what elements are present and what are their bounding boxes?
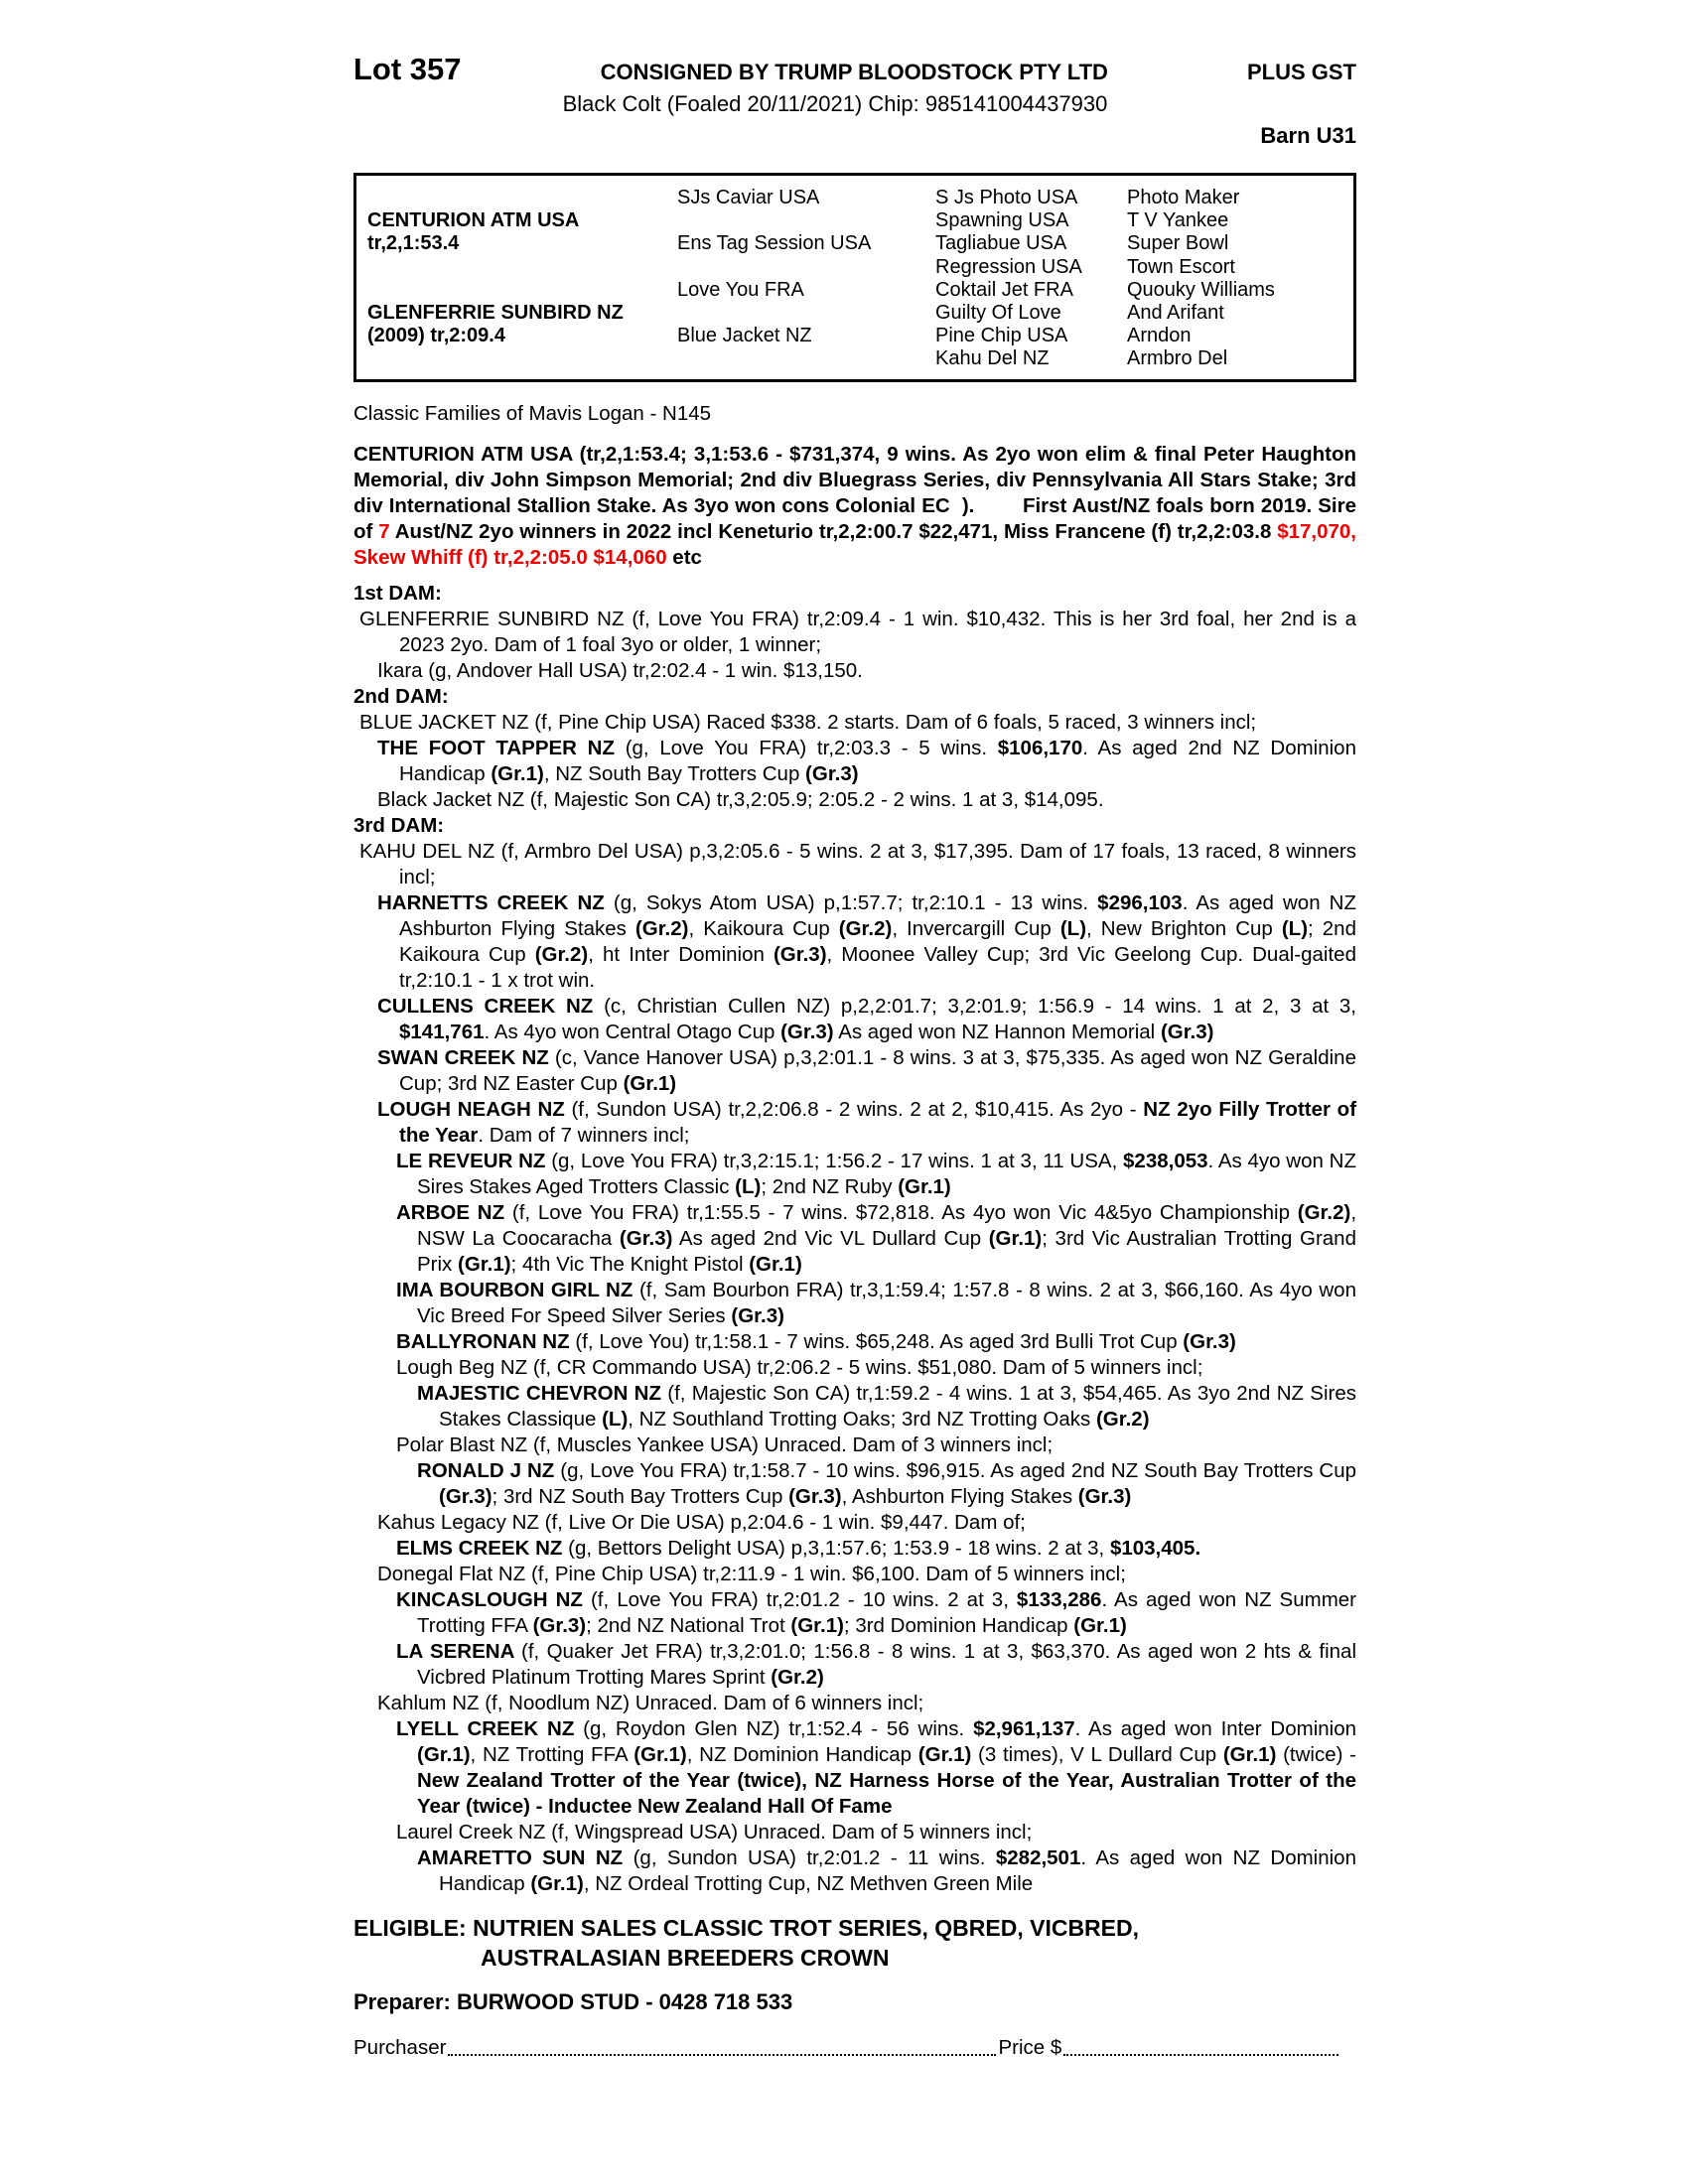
text-run: (f, Sam Bourbon FRA) tr,3,1:59.4; 1:57.8 - 8 wins. 2 at 3, $66,160. As 4yo won Vic Breed For Speed Silver Series: [417, 1278, 1356, 1327]
pedigree-cell: T V Yankee: [1127, 209, 1229, 232]
text-run: etc: [666, 545, 702, 569]
text-run: ; 3rd NZ South Bay Trotters Cup: [492, 1484, 789, 1508]
pedigree-table: [353, 173, 1356, 382]
pedigree-note-paragraph: [353, 1355, 1356, 1381]
pedigree-cell: (2009) tr,2:09.4: [367, 325, 505, 347]
pedigree-note-paragraph: [353, 839, 1356, 890]
bold-text-run: (Gr.1): [1073, 1613, 1127, 1637]
price-dotted-leader: [1063, 2054, 1338, 2056]
text-run: ; 2nd Kaikoura Cup: [399, 916, 1356, 966]
text-run: , ht Inter Dominion: [588, 942, 774, 966]
text-run: GLENFERRIE SUNBIRD NZ (f, Love You FRA) tr,2:09.4 - 1 win. $10,432. This is her 3rd foal, her 2nd is a 2023 2yo. Dam of 1 foal 3yo or older, 1 winner;: [359, 607, 1356, 656]
bold-text-run: KINCASLOUGH NZ: [396, 1587, 591, 1611]
text-run: . As aged won Inter Dominion: [1074, 1716, 1357, 1740]
body-blocks: [353, 442, 1356, 2016]
pedigree-cell: Tagliabue USA: [935, 232, 1067, 255]
text-run: (3 times), V L Dullard Cup: [971, 1742, 1223, 1766]
pedigree-note-paragraph: [353, 1562, 1356, 1587]
dam-header-2: [353, 684, 1356, 710]
text-run: (f, Quaker Jet FRA) tr,3,2:01.0; 1:56.8 - 8 wins. 1 at 3, $63,370. As aged won 2 hts & final Vicbred Platinum Trotting Mares Sprint: [417, 1639, 1356, 1689]
pedigree-note-paragraph: [353, 1149, 1356, 1200]
text-run: (g, Sundon USA) tr,2:01.2 - 11 wins.: [633, 1845, 996, 1869]
pedigree-note-paragraph: [353, 710, 1356, 736]
text-run: KAHU DEL NZ (f, Armbro Del USA) p,3,2:05.6 - 5 wins. 2 at 3, $17,395. Dam of 17 foals, 13 raced, 8 winners incl;: [359, 839, 1356, 888]
pedigree-note-paragraph: [353, 1510, 1356, 1536]
pedigree-cell: Love You FRA: [677, 278, 804, 301]
bold-text-run: 3rd DAM:: [353, 813, 445, 837]
bold-text-run: New Zealand Trotter of the Year (twice), NZ Harness Horse of the Year, Australian Trotter of the Year (twice) - Inductee New Zealand Hall Of Fame: [417, 1768, 1356, 1818]
pedigree-cell: Pine Chip USA: [935, 325, 1068, 347]
pedigree-cell: Ens Tag Session USA: [677, 232, 872, 255]
bold-text-run: (Gr.3): [619, 1226, 673, 1250]
pedigree-note-paragraph: [353, 1587, 1356, 1639]
bold-text-run: (Gr.3): [805, 761, 859, 785]
text-run: . As aged won NZ Dominion Handicap: [439, 1845, 1356, 1895]
pedigree-row: [367, 325, 1353, 347]
bold-text-run: $2,961,137: [973, 1716, 1075, 1740]
bold-text-run: (Gr.1): [417, 1742, 471, 1766]
bold-text-run: AMARETTO SUN NZ: [417, 1845, 633, 1869]
text-run: . As aged won NZ Summer Trotting FFA: [417, 1587, 1357, 1637]
pedigree-cell: [367, 256, 677, 279]
text-run: , NZ Dominion Handicap: [686, 1742, 918, 1766]
pedigree-note-paragraph: [353, 1716, 1356, 1820]
highlighted-red-text: $17,070,: [1277, 519, 1357, 543]
consignor-line: CONSIGNED BY TRUMP BLOODSTOCK PTY LTD: [600, 60, 1108, 84]
text-run: AUSTRALASIAN BREEDERS CROWN: [481, 1944, 890, 1971]
bold-text-run: MAJESTIC CHEVRON NZ: [417, 1381, 668, 1405]
text-run: Polar Blast NZ (f, Muscles Yankee USA) Unraced. Dam of 3 winners incl;: [396, 1433, 1054, 1456]
pedigree-cell: [677, 347, 935, 370]
bold-text-run: (Gr.3): [532, 1613, 587, 1637]
text-run: ELIGIBLE: NUTRIEN SALES CLASSIC TROT SERIES, QBRED, VICBRED,: [353, 1914, 1140, 1941]
text-run: As aged won NZ Hannon Memorial: [833, 1020, 1161, 1043]
eligible-line-1: [353, 1913, 1356, 1943]
pedigree-note-paragraph: [353, 1639, 1356, 1691]
horse-description: Black Colt (Foaled 20/11/2021) Chip: 985141004437930: [562, 91, 1108, 116]
text-run: Laurel Creek NZ (f, Wingspread USA) Unraced. Dam of 5 winners incl;: [396, 1820, 1033, 1843]
text-run: Black Jacket NZ (f, Majestic Son CA) tr,3,2:05.9; 2:05.2 - 2 wins. 1 at 3, $14,095.: [377, 787, 1104, 811]
text-run: (g, Love You FRA) tr,1:58.7 - 10 wins. $96,915. As aged 2nd NZ South Bay Trotters Cup: [560, 1458, 1356, 1482]
text-run: , New Brighton Cup: [1086, 916, 1282, 940]
bold-text-run: (Gr.1): [633, 1742, 687, 1766]
pedigree-cell: tr,2,1:53.4: [367, 232, 460, 255]
pedigree-note-paragraph: [353, 787, 1356, 813]
pedigree-cell: Photo Maker: [1127, 187, 1240, 208]
price-label: Price $: [998, 2035, 1062, 2059]
bold-text-run: (Gr.3): [773, 942, 827, 966]
pedigree-cell: S Js Photo USA: [935, 187, 1078, 208]
pedigree-cell: [367, 347, 677, 370]
text-run: Kahus Legacy NZ (f, Live Or Die USA) p,2:04.6 - 1 win. $9,447. Dam of;: [377, 1510, 1026, 1534]
text-run: (f, Love You) tr,1:58.1 - 7 wins. $65,248. As aged 3rd Bulli Trot Cup: [575, 1329, 1184, 1353]
pedigree-row: [367, 279, 1353, 302]
highlighted-red-text: Skew Whiff (f) tr,2,2:05.0 $14,060: [353, 545, 667, 569]
pedigree-note-paragraph: [353, 1691, 1356, 1716]
pedigree-note-paragraph: [353, 607, 1356, 658]
pedigree-note-paragraph: [353, 1845, 1356, 1897]
bold-text-run: $296,103: [1097, 890, 1183, 914]
pedigree-row: [367, 347, 1353, 370]
pedigree-cell: Town Escort: [1127, 255, 1235, 278]
bold-text-run: BALLYRONAN NZ: [396, 1329, 576, 1353]
text-run: Ikara (g, Andover Hall USA) tr,2:02.4 - 1 win. $13,150.: [377, 658, 863, 682]
lot-number: Lot 357: [353, 52, 462, 86]
bold-text-run: (Gr.3): [1160, 1020, 1214, 1043]
sire-paragraph: [353, 442, 1356, 571]
text-run: BLUE JACKET NZ (f, Pine Chip USA) Raced $338. 2 starts. Dam of 6 foals, 5 raced, 3 winners incl;: [359, 710, 1257, 734]
text-run: , NSW La Coocaracha: [417, 1200, 1357, 1250]
purchaser-label: Purchaser: [353, 2035, 447, 2059]
text-run: . Dam of 7 winners incl;: [478, 1123, 690, 1147]
text-run: , NZ South Bay Trotters Cup: [543, 761, 806, 785]
pedigree-note-paragraph: [353, 1278, 1356, 1329]
pedigree-cell: [677, 256, 935, 279]
bold-text-run: $238,053: [1123, 1149, 1208, 1172]
pedigree-cell: Regression USA: [935, 255, 1082, 278]
bold-text-run: ELMS CREEK NZ: [396, 1536, 569, 1560]
bold-text-run: (Gr.1): [988, 1226, 1043, 1250]
bold-text-run: (Gr.3): [1077, 1484, 1132, 1508]
text-run: , Kaikoura Cup: [688, 916, 839, 940]
bold-text-run: (Gr.1): [790, 1613, 844, 1637]
text-run: Lough Beg NZ (f, CR Commando USA) tr,2:06.2 - 5 wins. $51,080. Dam of 5 winners incl;: [396, 1355, 1203, 1379]
bold-text-run: (L): [735, 1174, 762, 1198]
barn-number: Barn U31: [1260, 123, 1356, 148]
text-run: Aust/NZ 2yo winners in 2022 incl Keneturio tr,2,2:00.7 $22,471, Miss Francene (f) tr,2,2:03.8: [389, 519, 1278, 543]
bold-text-run: $133,286: [1016, 1587, 1102, 1611]
pedigree-row: [367, 232, 1353, 255]
bold-text-run: RONALD J NZ: [417, 1458, 561, 1482]
preparer-line: [353, 1988, 1356, 2016]
text-run: ; 3rd Vic Australian Trotting Grand Prix: [417, 1226, 1356, 1276]
pedigree-note-paragraph: [353, 1433, 1356, 1458]
bold-text-run: (Gr.2): [534, 942, 589, 966]
pedigree-cell: CENTURION ATM USA: [367, 209, 580, 232]
pedigree-note-paragraph: [353, 1045, 1356, 1097]
bold-text-run: (Gr.1): [458, 1252, 511, 1276]
pedigree-cell: [367, 187, 677, 209]
plus-gst-label: PLUS GST: [1246, 60, 1356, 84]
bold-text-run: LA SERENA: [396, 1639, 521, 1663]
text-run: . As aged won NZ Ashburton Flying Stakes: [399, 890, 1356, 940]
purchaser-dotted-leader: [448, 2054, 996, 2056]
text-run: (f, Majestic Son CA) tr,1:59.2 - 4 wins. 1 at 3, $54,465. As 3yo 2nd NZ Sires Stakes Classique: [439, 1381, 1356, 1431]
bold-text-run: (Gr.2): [1297, 1200, 1351, 1224]
text-run: (g, Sokys Atom USA) p,1:57.7; tr,2:10.1 - 13 wins.: [613, 890, 1098, 914]
bold-text-run: (Gr.3): [439, 1484, 492, 1508]
pedigree-cell: GLENFERRIE SUNBIRD NZ: [367, 302, 624, 325]
text-run: (c, Christian Cullen NZ) p,2,2:01.7; 3,2:01.9; 1:56.9 - 14 wins. 1 at 2, 3 at 3,: [604, 994, 1356, 1018]
bold-text-run: (Gr.3): [731, 1303, 784, 1327]
pedigree-cell: [367, 279, 677, 302]
pedigree-cell: Kahu Del NZ: [935, 347, 1050, 370]
bold-text-run: (Gr.2): [634, 916, 689, 940]
pedigree-row: [367, 302, 1353, 325]
bold-text-run: 1st DAM:: [353, 581, 442, 605]
pedigree-cell: Guilty Of Love: [935, 302, 1061, 325]
eligible-line-2: [353, 1943, 1356, 1973]
text-run: (f, Love You FRA) tr,2:01.2 - 10 wins. 2 at 3,: [590, 1587, 1017, 1611]
pedigree-cell: Armbro Del: [1127, 347, 1228, 370]
bold-text-run: (Gr.3): [788, 1484, 842, 1508]
text-run: , Invercargill Cup: [892, 916, 1060, 940]
dam-header-1: [353, 581, 1356, 607]
bold-text-run: NZ 2yo Filly Trotter of the Year: [399, 1097, 1357, 1147]
purchaser-line: [353, 2036, 1338, 2060]
bold-text-run: (Gr.1): [623, 1071, 677, 1095]
bold-text-run: (Gr.3): [1183, 1329, 1236, 1353]
pedigree-cell: Arndon: [1127, 325, 1192, 347]
bold-text-run: $282,501: [995, 1845, 1081, 1869]
pedigree-row: [367, 256, 1353, 279]
dam-header-3: [353, 813, 1356, 839]
text-run: (f, Love You FRA) tr,1:55.5 - 7 wins. $72,818. As 4yo won Vic 4&5yo Championship: [511, 1200, 1298, 1224]
bold-text-run: (Gr.3): [780, 1020, 834, 1043]
bold-text-run: (Gr.1): [491, 761, 544, 785]
bold-text-run: (L): [1281, 916, 1309, 940]
bold-text-run: 2nd DAM:: [353, 684, 449, 708]
pedigree-cell: Coktail Jet FRA: [935, 278, 1073, 301]
bold-text-run: (Gr.2): [838, 916, 893, 940]
bold-text-run: (Gr.2): [1095, 1407, 1150, 1431]
pedigree-note-paragraph: [353, 1097, 1356, 1149]
text-run: . As 4yo won Central Otago Cup: [484, 1020, 781, 1043]
text-run: (g, Love You FRA) tr,3,2:15.1; 1:56.2 - 17 wins. 1 at 3, 11 USA,: [551, 1149, 1124, 1172]
text-run: , Moonee Valley Cup; 3rd Vic Geelong Cup. Dual-gaited tr,2:10.1 - 1 x trot win.: [399, 942, 1356, 992]
pedigree-row: [367, 209, 1353, 232]
header-row: [353, 52, 1356, 87]
bold-text-run: (Gr.1): [749, 1252, 802, 1276]
pedigree-cell: Super Bowl: [1127, 232, 1229, 255]
family-reference: Classic Families of Mavis Logan - N145: [353, 401, 712, 425]
bold-text-run: (Gr.1): [530, 1871, 584, 1895]
pedigree-cell: And Arifant: [1127, 302, 1224, 325]
pedigree-note-paragraph: [353, 890, 1356, 994]
bold-text-run: (Gr.2): [771, 1665, 824, 1689]
bold-text-run: LYELL CREEK NZ: [396, 1716, 584, 1740]
text-run: , Ashburton Flying Stakes: [841, 1484, 1078, 1508]
bold-text-run: $106,170: [997, 736, 1083, 759]
text-run: , NZ Trotting FFA: [470, 1742, 634, 1766]
text-run: As aged 2nd Vic VL Dullard Cup: [672, 1226, 989, 1250]
text-run: (c, Vance Hanover USA) p,3,2:01.1 - 8 wins. 3 at 3, $75,335. As aged won NZ Geraldine Cup; 3rd NZ Easter Cup: [399, 1045, 1356, 1095]
text-run: ; 2nd NZ National Trot: [586, 1613, 791, 1637]
text-run: , NZ Southland Trotting Oaks; 3rd NZ Trotting Oaks: [628, 1407, 1096, 1431]
pedigree-note-paragraph: [353, 1329, 1356, 1355]
pedigree-note-paragraph: [353, 658, 1356, 684]
bold-text-run: LE REVEUR NZ: [396, 1149, 552, 1172]
text-run: Preparer: BURWOOD STUD - 0428 718 533: [353, 1988, 793, 2014]
text-run: Donegal Flat NZ (f, Pine Chip USA) tr,2:11.9 - 1 win. $6,100. Dam of 5 winners incl;: [377, 1562, 1126, 1585]
header-center: [462, 60, 1247, 85]
pedigree-cell: SJs Caviar USA: [677, 187, 820, 208]
pedigree-note-paragraph: [353, 1458, 1356, 1510]
pedigree-note-paragraph: [353, 1536, 1356, 1562]
text-run: (g, Love You FRA) tr,2:03.3 - 5 wins.: [625, 736, 998, 759]
text-run: ; 2nd NZ Ruby: [761, 1174, 899, 1198]
bold-text-run: (Gr.1): [898, 1174, 951, 1198]
text-run: . As 4yo won NZ Sires Stakes Aged Trotters Classic: [417, 1149, 1356, 1198]
pedigree-cell: Blue Jacket NZ: [677, 325, 812, 347]
bold-text-run: SWAN CREEK NZ: [377, 1045, 555, 1069]
bold-text-run: ARBOE NZ: [396, 1200, 512, 1224]
pedigree-cell: Spawning USA: [935, 209, 1069, 232]
pedigree-cell: Quouky Williams: [1127, 278, 1275, 301]
text-run: (f, Sundon USA) tr,2,2:06.8 - 2 wins. 2 at 2, $10,415. As 2yo -: [571, 1097, 1144, 1121]
page-content: [353, 52, 1356, 2060]
text-run: ; 4th Vic The Knight Pistol: [510, 1252, 750, 1276]
bold-text-run: $141,761: [399, 1020, 485, 1043]
pedigree-row: [367, 187, 1353, 209]
pedigree-note-paragraph: [353, 1381, 1356, 1433]
pedigree-note-paragraph: [353, 1820, 1356, 1845]
bold-text-run: IMA BOURBON GIRL NZ: [396, 1278, 639, 1301]
pedigree-note-paragraph: [353, 1200, 1356, 1278]
bold-text-run: (Gr.1): [1222, 1742, 1277, 1766]
bold-text-run: (L): [602, 1407, 629, 1431]
highlighted-red-text: 7: [378, 519, 390, 543]
bold-text-run: LOUGH NEAGH NZ: [377, 1097, 572, 1121]
pedigree-cell: [677, 209, 935, 232]
text-run: , NZ Ordeal Trotting Cup, NZ Methven Green Mile: [583, 1871, 1034, 1895]
bold-text-run: (Gr.1): [917, 1742, 972, 1766]
text-run: Kahlum NZ (f, Noodlum NZ) Unraced. Dam of 6 winners incl;: [377, 1691, 924, 1714]
bold-text-run: HARNETTS CREEK NZ: [377, 890, 614, 914]
text-run: ; 3rd Dominion Handicap: [843, 1613, 1074, 1637]
bold-text-run: (L): [1059, 916, 1087, 940]
text-run: . As aged 2nd NZ Dominion Handicap: [399, 736, 1356, 785]
text-run: CENTURION ATM USA (tr,2,1:53.4; 3,1:53.6 - $731,374, 9 wins. As 2yo won elim & final Peter Haughton Memorial, div John Simpson Memorial; 2nd div Bluegrass Series, div Pennsylvania All Stars Stake; 3rd div International Stallion Stake. As 3yo won cons Colonial EC ). First Aust/NZ foals born 2019. Sire of: [353, 442, 1356, 543]
text-run: (twice) -: [1276, 1742, 1356, 1766]
pedigree-note-paragraph: [353, 994, 1356, 1045]
text-run: (g, Roydon Glen NZ) tr,1:52.4 - 56 wins.: [583, 1716, 974, 1740]
bold-text-run: CULLENS CREEK NZ: [377, 994, 605, 1018]
text-run: (g, Bettors Delight USA) p,3,1:57.6; 1:53.9 - 18 wins. 2 at 3,: [568, 1536, 1110, 1560]
pedigree-note-paragraph: [353, 736, 1356, 787]
bold-text-run: THE FOOT TAPPER NZ: [377, 736, 626, 759]
pedigree-cell: [677, 302, 935, 325]
bold-text-run: $103,405.: [1109, 1536, 1201, 1560]
